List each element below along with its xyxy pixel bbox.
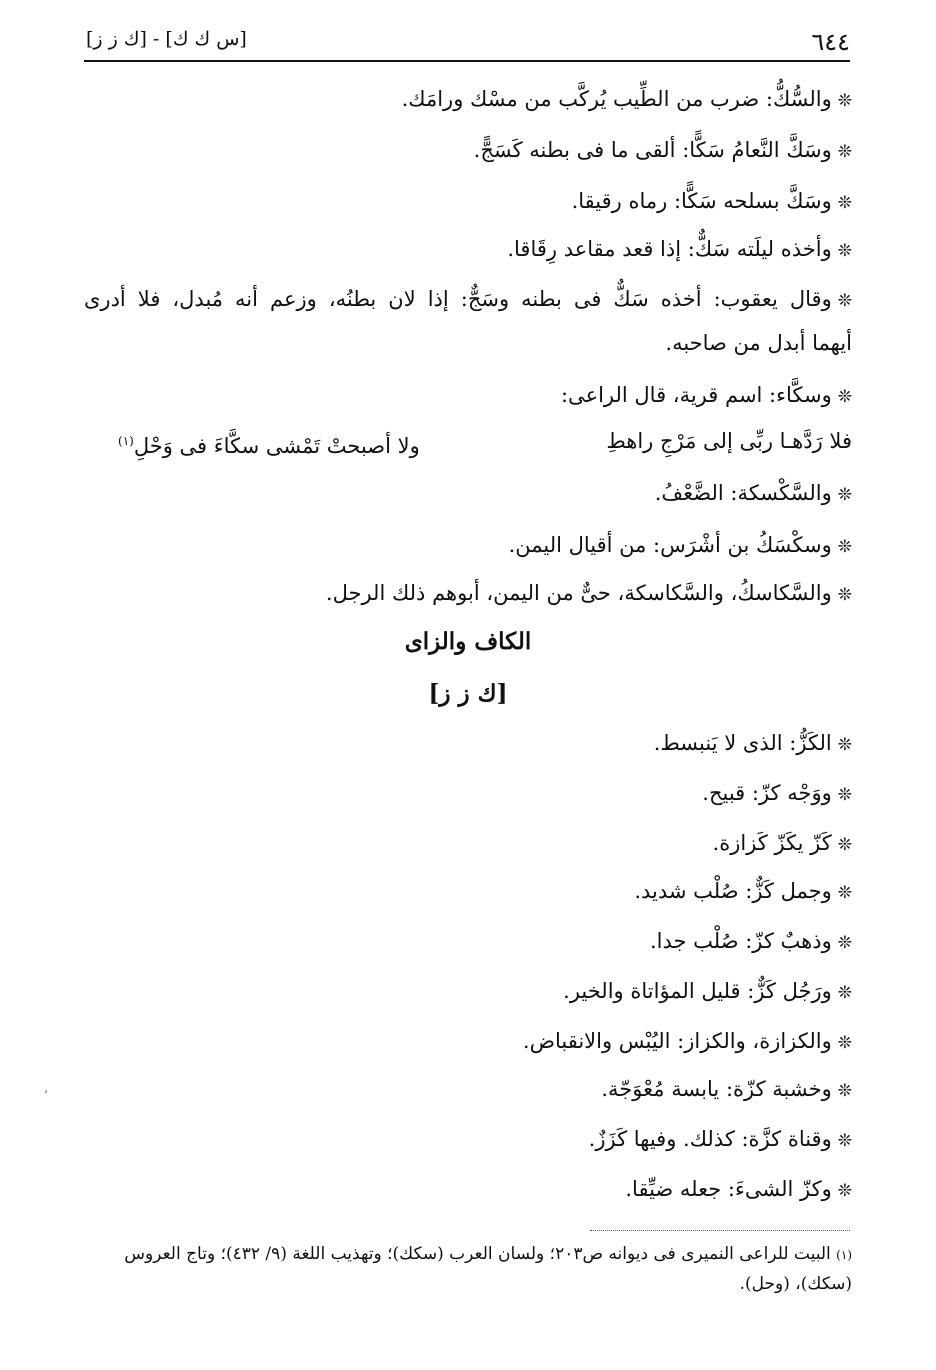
star-bullet-icon: ❊ xyxy=(837,1033,852,1053)
entry-line xyxy=(326,578,852,610)
footnote-continuation: (سكك)، (وحل). xyxy=(739,1274,852,1294)
star-bullet-icon: ❊ xyxy=(837,91,852,111)
entry-text: كَزّ يكَزّ كَزازة. xyxy=(712,831,832,855)
entry-text: وسَكَّ بسلحه سَكًّا: رماه رقيقا. xyxy=(571,189,832,213)
entry-line xyxy=(634,876,852,908)
star-bullet-icon: ❊ xyxy=(837,1081,852,1101)
section-title: الكاف والزاى xyxy=(404,628,532,655)
entry-line xyxy=(625,1174,852,1206)
star-bullet-icon: ❊ xyxy=(837,835,852,855)
entry-line xyxy=(713,828,852,860)
entry-text: وسكْسَكُ بن أشْرَس: من أقيال اليمن. xyxy=(508,533,832,557)
footnote-mark: (١) xyxy=(836,1248,852,1262)
entry-line xyxy=(655,478,852,510)
verse-hemistich-second xyxy=(118,426,420,461)
entry-line xyxy=(402,84,852,116)
entry-text: وجمل كَزٌّ: صُلْب شديد. xyxy=(634,879,832,903)
verse-hemistich-first: فلا رَدَّهـا ربِّى إلى مَرْجِ راهطِ xyxy=(606,429,852,453)
page-number: ٦٤٤ xyxy=(811,28,850,56)
entry-continuation: أيهما أبدل من صاحبه. xyxy=(665,331,852,355)
hemistich-text: ولا أصبحتْ تَمْشى سكَّاءَ فى وَحْلِ xyxy=(133,434,420,458)
star-bullet-icon: ❊ xyxy=(837,785,852,805)
star-bullet-icon: ❊ xyxy=(837,387,852,407)
entry-line xyxy=(474,135,852,167)
footnote-text: البيت للراعى النميرى فى ديوانه ص٢٠٣؛ ولسان العرب (سكك)؛ وتهذيب اللغة (٩/ ٤٣٢)؛ وتاج العروس xyxy=(124,1244,831,1264)
star-bullet-icon: ❊ xyxy=(837,983,852,1003)
running-header-roots: [س ك ك] - [ك ز ز] xyxy=(86,28,247,50)
entry-text: ورَجُل كَزٌّ: قليل المؤاتاة والخير. xyxy=(563,979,832,1003)
entry-line xyxy=(572,186,852,218)
entry-line xyxy=(563,976,852,1008)
entry-line xyxy=(589,1124,852,1156)
star-bullet-icon: ❊ xyxy=(837,883,852,903)
subsection-title: [ك ز ز] xyxy=(428,680,508,707)
star-bullet-icon: ❊ xyxy=(837,1131,852,1151)
entry-line xyxy=(601,1074,852,1106)
star-bullet-icon: ❊ xyxy=(837,193,852,213)
scan-speck: ʻ xyxy=(44,1088,48,1102)
star-bullet-icon: ❊ xyxy=(837,142,852,162)
entry-line-yaqub xyxy=(84,284,852,316)
entry-text: الكَزُّ: الذى لا يَنبسط. xyxy=(653,731,832,755)
entry-text: والسَّكاسكُ، والسَّكاسكة، حىٌّ من اليمن، أبوهم ذلك الرجل. xyxy=(325,581,832,605)
entry-line xyxy=(650,926,852,958)
star-bullet-icon: ❊ xyxy=(837,933,852,953)
footnote-line xyxy=(84,1240,852,1269)
entry-text: والسُّكُّ: ضرب من الطِّيب يُركَّب من مسْك ورامَك. xyxy=(401,87,832,111)
star-bullet-icon: ❊ xyxy=(837,485,852,505)
entry-text: وسَكَّ النَّعامُ سَكًّا: ألقى ما فى بطنه كَسَجًّ. xyxy=(473,138,832,162)
star-bullet-icon: ❊ xyxy=(837,735,852,755)
entry-text: والسَّكْسكة: الضَّعْفُ. xyxy=(654,481,832,505)
entry-text: ووَجْه كزّ: قبيح. xyxy=(702,781,832,805)
footnote-separator xyxy=(590,1230,850,1231)
star-bullet-icon: ❊ xyxy=(837,585,852,605)
star-bullet-icon: ❊ xyxy=(837,1181,852,1201)
entry-line xyxy=(654,728,852,760)
entry-text: وكزّ الشىءَ: جعله ضيِّقا. xyxy=(625,1177,832,1201)
entry-text: وقال يعقوب: أخذه سَكٌّ فى بطنه وسَجٌّ: إذا لان بطنُه، وزعم أنه مُبدل، فلا أدرى xyxy=(84,287,832,311)
entry-line xyxy=(561,380,852,412)
footnote-reference: (١) xyxy=(118,434,134,448)
star-bullet-icon: ❊ xyxy=(837,537,852,557)
header-rule xyxy=(84,60,850,62)
entry-line xyxy=(702,778,852,810)
entry-text: وذهبٌ كزّ: صُلْب جدا. xyxy=(649,929,832,953)
entry-text: والكزازة، والكزاز: اليُبْس والانقباض. xyxy=(522,1029,832,1053)
entry-text: وقناة كزَّة: كذلك. وفيها كَزَزٌ. xyxy=(588,1127,832,1151)
entry-line xyxy=(523,1026,852,1058)
entry-text: وأخذه ليلَته سَكٌّ: إذا قعد مقاعد رِقَاقا. xyxy=(507,237,832,261)
star-bullet-icon: ❊ xyxy=(837,241,852,261)
entry-text: وسكَّاء: اسم قرية، قال الراعى: xyxy=(560,383,832,407)
entry-line xyxy=(509,530,852,562)
star-bullet-icon: ❊ xyxy=(837,291,852,311)
entry-line xyxy=(507,234,852,266)
entry-text: وخشبة كزّة: يابسة مُعْوَجّة. xyxy=(601,1077,832,1101)
